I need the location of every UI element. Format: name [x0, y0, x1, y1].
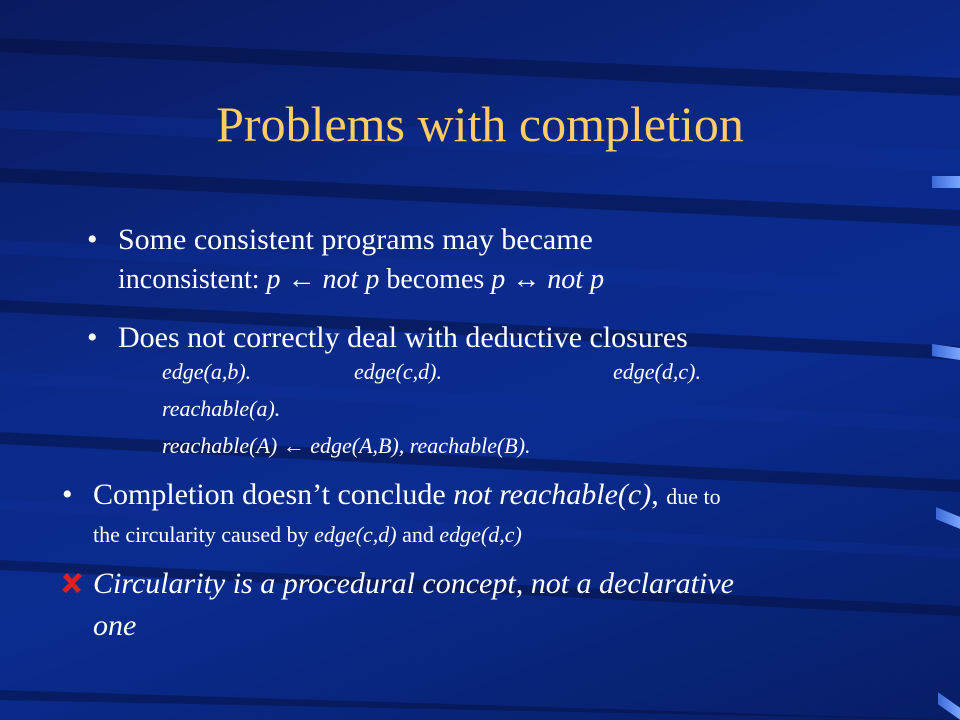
code-fact-edge-dc: edge(d,c). [613, 359, 701, 384]
bullet-completion-conclusion [62, 475, 721, 553]
text-span: Completion doesn’t conclude [93, 478, 454, 511]
equiv-symbol: ↔ [505, 264, 548, 295]
bullet-line [93, 517, 721, 553]
code-example [162, 354, 862, 464]
bullet-line: one [93, 609, 137, 642]
bullet-consistent-programs [87, 220, 605, 300]
text-span: inconsistent: [118, 264, 267, 295]
bullet-line: Some consistent programs may became [118, 223, 593, 256]
text-span: becomes [379, 264, 492, 295]
text-span: due to [666, 484, 721, 509]
math-not-p: not p [322, 264, 380, 295]
text-span: , [651, 478, 667, 511]
bullet-dot: • [87, 223, 98, 256]
math-edge-cd: edge(c,d) [314, 522, 397, 547]
slide-title: Problems with completion [216, 96, 744, 152]
bullet-line [93, 475, 721, 517]
edge-mark [932, 176, 960, 188]
bullet-deductive-closures [87, 318, 688, 358]
bullet-line [118, 260, 604, 300]
bullet-line: Does not correctly deal with deductive closures [118, 321, 688, 354]
math-not-p: not p [547, 264, 605, 295]
text-span: and [396, 522, 440, 547]
bullet-line: Circularity is a procedural concept, not a declarative [93, 567, 734, 600]
left-arrow-symbol: ← [280, 264, 323, 295]
math-p: p [491, 264, 506, 295]
code-rule-reachable: reachable(A) ← edge(A,B), reachable(B). [162, 433, 531, 458]
math-not-reachable: not reachable(c) [453, 478, 652, 511]
code-fact-edge-ab: edge(a,b). [162, 359, 252, 384]
code-fact-reachable-a: reachable(a). [162, 396, 281, 421]
math-p: p [266, 264, 281, 295]
text-span: the circularity caused by [93, 522, 315, 547]
code-fact-edge-cd: edge(c,d). [354, 359, 442, 384]
math-edge-dc: edge(d,c) [439, 522, 522, 547]
bullet-dot: • [87, 321, 98, 354]
x-mark-icon [60, 571, 84, 595]
bullet-circularity [93, 563, 734, 647]
bullet-dot: • [62, 478, 73, 511]
